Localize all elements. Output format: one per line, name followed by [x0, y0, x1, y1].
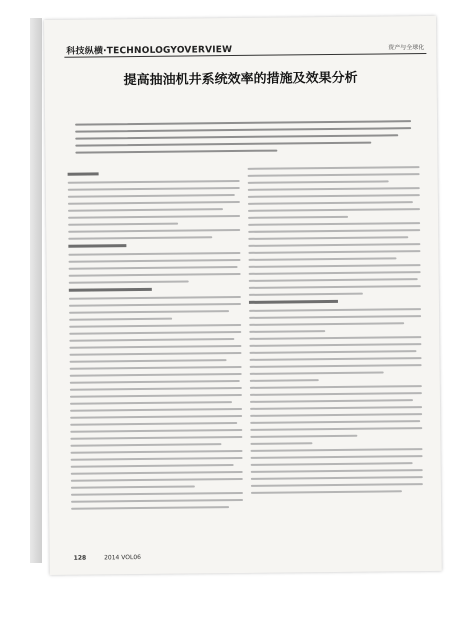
journal-name: 资产与全球化 [388, 44, 425, 52]
author-line [45, 88, 437, 92]
article-title: 提高抽油机井系统效率的措施及效果分析 [123, 70, 358, 89]
left-column [68, 168, 244, 515]
scanned-page [44, 16, 442, 575]
affiliation-line [45, 99, 437, 103]
abstract-block [75, 120, 411, 159]
right-column [248, 166, 423, 499]
issue-info: 2014 VOL06 [104, 554, 142, 562]
page-number: 128 [73, 554, 87, 562]
page-binding-edge [30, 18, 42, 563]
section-header: 科技纵横·TECHNOLOGYOVERVIEW [66, 45, 233, 57]
page-footer [74, 554, 141, 562]
